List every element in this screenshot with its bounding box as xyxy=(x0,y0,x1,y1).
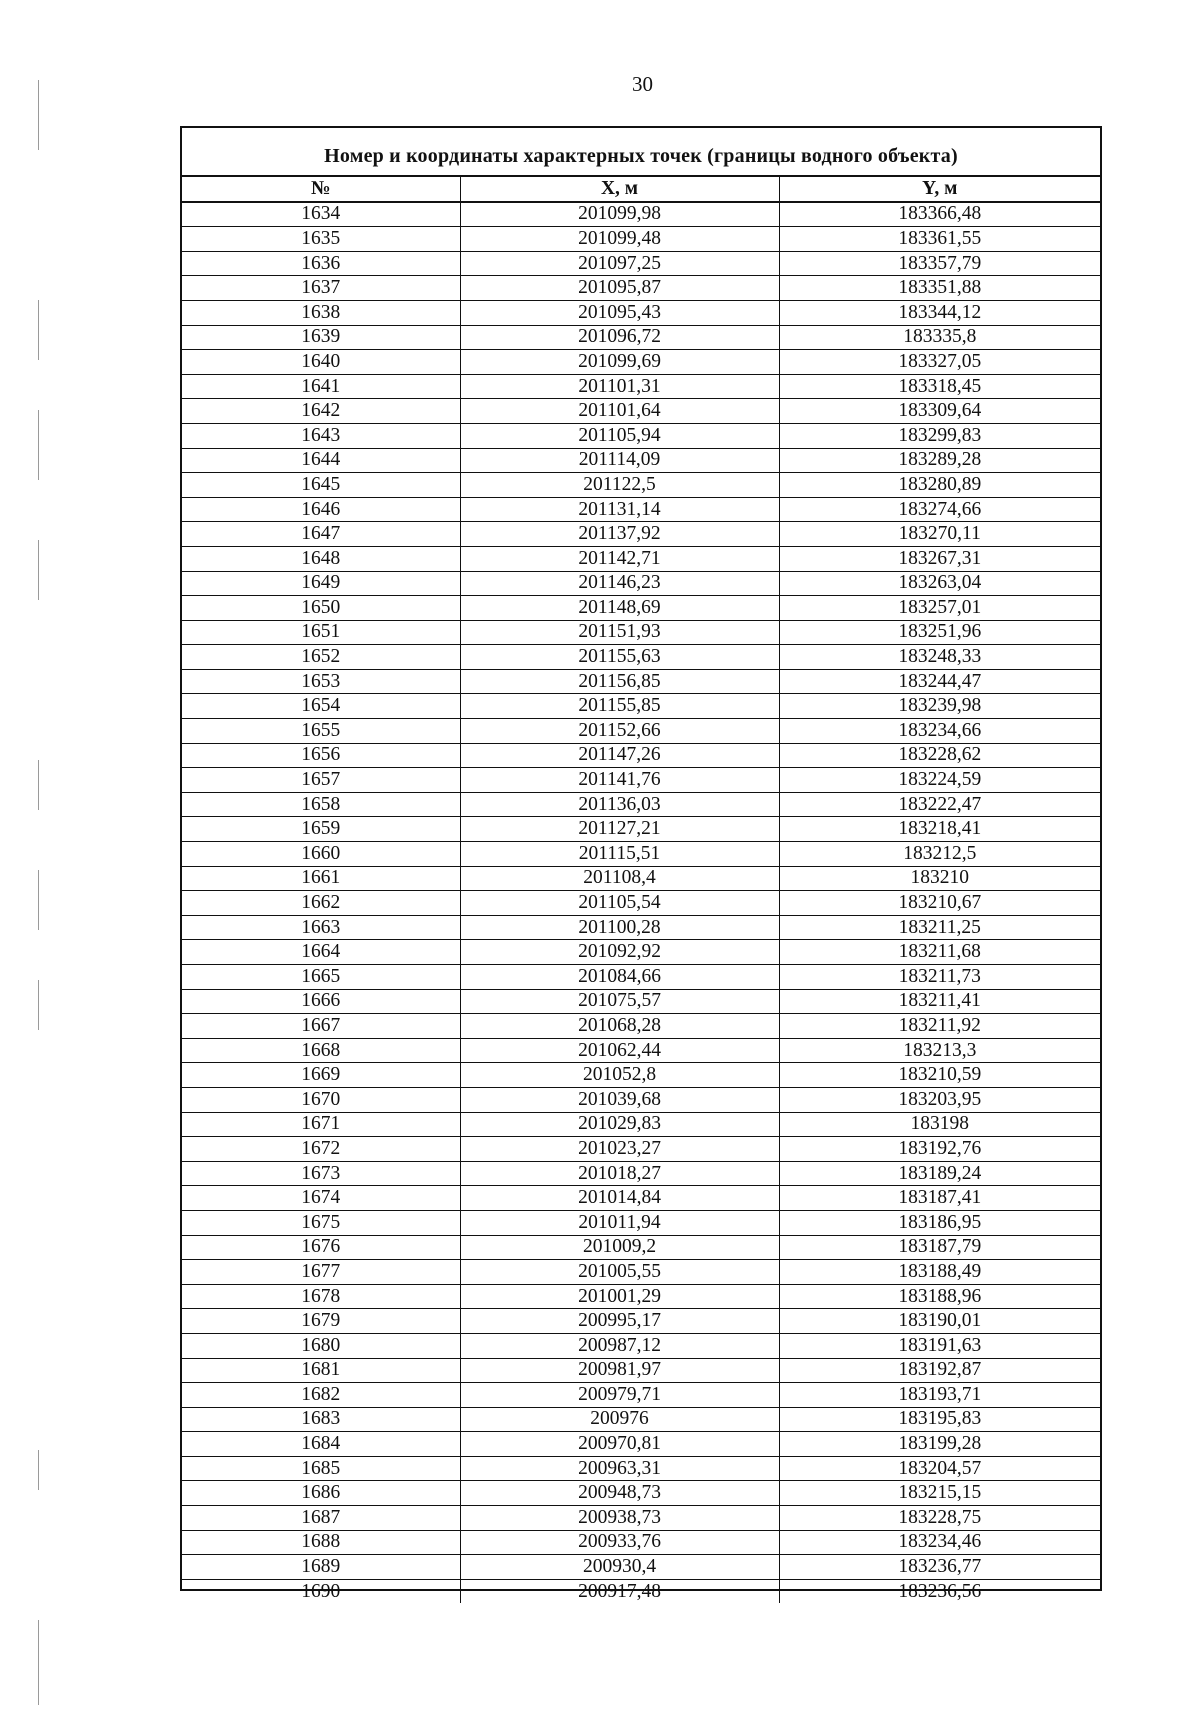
cell-point-number: 1650 xyxy=(182,596,460,621)
cell-point-number: 1647 xyxy=(182,522,460,547)
cell-y-coordinate: 183211,68 xyxy=(779,940,1100,965)
cell-x-coordinate: 201105,54 xyxy=(460,891,779,916)
cell-point-number: 1665 xyxy=(182,965,460,990)
table-row xyxy=(182,448,1100,473)
cell-y-coordinate: 183211,41 xyxy=(779,989,1100,1014)
table-row xyxy=(182,227,1100,252)
table-row xyxy=(182,276,1100,301)
cell-point-number: 1640 xyxy=(182,350,460,375)
cell-y-coordinate: 183234,46 xyxy=(779,1530,1100,1555)
cell-y-coordinate: 183215,15 xyxy=(779,1481,1100,1506)
cell-y-coordinate: 183351,88 xyxy=(779,276,1100,301)
cell-y-coordinate: 183327,05 xyxy=(779,350,1100,375)
cell-x-coordinate: 201152,66 xyxy=(460,719,779,744)
table-body xyxy=(182,202,1100,1604)
table-row xyxy=(182,1161,1100,1186)
cell-x-coordinate: 200979,71 xyxy=(460,1383,779,1408)
table-row xyxy=(182,669,1100,694)
cell-y-coordinate: 183192,76 xyxy=(779,1137,1100,1162)
scan-line xyxy=(38,870,39,930)
cell-x-coordinate: 201141,76 xyxy=(460,768,779,793)
cell-y-coordinate: 183289,28 xyxy=(779,448,1100,473)
cell-y-coordinate: 183210,67 xyxy=(779,891,1100,916)
cell-point-number: 1645 xyxy=(182,473,460,498)
cell-x-coordinate: 201029,83 xyxy=(460,1112,779,1137)
table-row xyxy=(182,1481,1100,1506)
cell-y-coordinate: 183236,77 xyxy=(779,1555,1100,1580)
scan-line xyxy=(38,1450,39,1490)
cell-point-number: 1654 xyxy=(182,694,460,719)
cell-x-coordinate: 201084,66 xyxy=(460,965,779,990)
cell-x-coordinate: 201099,98 xyxy=(460,202,779,227)
table-row xyxy=(182,571,1100,596)
cell-point-number: 1684 xyxy=(182,1432,460,1457)
cell-y-coordinate: 183203,95 xyxy=(779,1087,1100,1112)
table-row xyxy=(182,1210,1100,1235)
cell-y-coordinate: 183236,56 xyxy=(779,1579,1100,1603)
table-row xyxy=(182,940,1100,965)
cell-point-number: 1658 xyxy=(182,792,460,817)
cell-point-number: 1670 xyxy=(182,1087,460,1112)
column-header-y: Y, м xyxy=(779,177,1100,202)
cell-y-coordinate: 183344,12 xyxy=(779,300,1100,325)
cell-x-coordinate: 201095,87 xyxy=(460,276,779,301)
table-row xyxy=(182,1432,1100,1457)
cell-y-coordinate: 183204,57 xyxy=(779,1456,1100,1481)
table-row xyxy=(182,325,1100,350)
cell-x-coordinate: 200995,17 xyxy=(460,1309,779,1334)
table-title: Номер и координаты характерных точек (границы водного объекта) xyxy=(182,128,1100,177)
cell-x-coordinate: 201075,57 xyxy=(460,989,779,1014)
cell-x-coordinate: 201011,94 xyxy=(460,1210,779,1235)
cell-point-number: 1635 xyxy=(182,227,460,252)
cell-point-number: 1681 xyxy=(182,1358,460,1383)
table-row xyxy=(182,1506,1100,1531)
table-row xyxy=(182,1112,1100,1137)
cell-x-coordinate: 201156,85 xyxy=(460,669,779,694)
cell-y-coordinate: 183192,87 xyxy=(779,1358,1100,1383)
cell-y-coordinate: 183188,96 xyxy=(779,1284,1100,1309)
table-row xyxy=(182,866,1100,891)
table-row xyxy=(182,1186,1100,1211)
cell-x-coordinate: 200933,76 xyxy=(460,1530,779,1555)
cell-point-number: 1638 xyxy=(182,300,460,325)
cell-point-number: 1634 xyxy=(182,202,460,227)
cell-x-coordinate: 200970,81 xyxy=(460,1432,779,1457)
header-row xyxy=(182,177,1100,202)
cell-x-coordinate: 201155,85 xyxy=(460,694,779,719)
cell-y-coordinate: 183211,73 xyxy=(779,965,1100,990)
scan-line xyxy=(38,410,39,480)
cell-x-coordinate: 201101,64 xyxy=(460,399,779,424)
cell-x-coordinate: 200948,73 xyxy=(460,1481,779,1506)
cell-point-number: 1644 xyxy=(182,448,460,473)
cell-x-coordinate: 200917,48 xyxy=(460,1579,779,1603)
table-row xyxy=(182,817,1100,842)
cell-point-number: 1649 xyxy=(182,571,460,596)
table-row xyxy=(182,1235,1100,1260)
cell-y-coordinate: 183191,63 xyxy=(779,1333,1100,1358)
cell-y-coordinate: 183228,62 xyxy=(779,743,1100,768)
cell-y-coordinate: 183187,79 xyxy=(779,1235,1100,1260)
table-row xyxy=(182,1579,1100,1603)
cell-x-coordinate: 201131,14 xyxy=(460,497,779,522)
cell-y-coordinate: 183267,31 xyxy=(779,546,1100,571)
cell-x-coordinate: 201115,51 xyxy=(460,842,779,867)
table-row xyxy=(182,694,1100,719)
cell-point-number: 1641 xyxy=(182,374,460,399)
cell-y-coordinate: 183263,04 xyxy=(779,571,1100,596)
table-row xyxy=(182,743,1100,768)
cell-x-coordinate: 201127,21 xyxy=(460,817,779,842)
cell-y-coordinate: 183187,41 xyxy=(779,1186,1100,1211)
cell-point-number: 1671 xyxy=(182,1112,460,1137)
cell-x-coordinate: 201014,84 xyxy=(460,1186,779,1211)
table-row xyxy=(182,1456,1100,1481)
cell-point-number: 1677 xyxy=(182,1260,460,1285)
cell-point-number: 1666 xyxy=(182,989,460,1014)
cell-point-number: 1669 xyxy=(182,1063,460,1088)
cell-point-number: 1675 xyxy=(182,1210,460,1235)
cell-x-coordinate: 201142,71 xyxy=(460,546,779,571)
cell-x-coordinate: 201114,09 xyxy=(460,448,779,473)
cell-point-number: 1689 xyxy=(182,1555,460,1580)
cell-y-coordinate: 183357,79 xyxy=(779,251,1100,276)
table-row xyxy=(182,1260,1100,1285)
cell-point-number: 1636 xyxy=(182,251,460,276)
page-number: 30 xyxy=(632,72,653,96)
cell-x-coordinate: 201148,69 xyxy=(460,596,779,621)
cell-x-coordinate: 200930,4 xyxy=(460,1555,779,1580)
cell-y-coordinate: 183199,28 xyxy=(779,1432,1100,1457)
cell-point-number: 1656 xyxy=(182,743,460,768)
cell-x-coordinate: 201052,8 xyxy=(460,1063,779,1088)
cell-y-coordinate: 183212,5 xyxy=(779,842,1100,867)
table-row xyxy=(182,1087,1100,1112)
table-row xyxy=(182,915,1100,940)
table-row xyxy=(182,399,1100,424)
cell-point-number: 1674 xyxy=(182,1186,460,1211)
cell-point-number: 1668 xyxy=(182,1038,460,1063)
coordinates-grid xyxy=(182,177,1100,1603)
table-row xyxy=(182,202,1100,227)
cell-x-coordinate: 201155,63 xyxy=(460,645,779,670)
table-row xyxy=(182,473,1100,498)
cell-x-coordinate: 200938,73 xyxy=(460,1506,779,1531)
cell-point-number: 1676 xyxy=(182,1235,460,1260)
cell-point-number: 1661 xyxy=(182,866,460,891)
cell-point-number: 1646 xyxy=(182,497,460,522)
table-row xyxy=(182,374,1100,399)
cell-y-coordinate: 183195,83 xyxy=(779,1407,1100,1432)
table-row xyxy=(182,842,1100,867)
scan-line xyxy=(38,1620,39,1705)
cell-point-number: 1642 xyxy=(182,399,460,424)
cell-x-coordinate: 201122,5 xyxy=(460,473,779,498)
table-row xyxy=(182,719,1100,744)
cell-x-coordinate: 201018,27 xyxy=(460,1161,779,1186)
cell-x-coordinate: 201108,4 xyxy=(460,866,779,891)
cell-y-coordinate: 183335,8 xyxy=(779,325,1100,350)
cell-y-coordinate: 183309,64 xyxy=(779,399,1100,424)
scan-line xyxy=(38,980,39,1030)
cell-y-coordinate: 183366,48 xyxy=(779,202,1100,227)
cell-y-coordinate: 183361,55 xyxy=(779,227,1100,252)
cell-x-coordinate: 201146,23 xyxy=(460,571,779,596)
cell-y-coordinate: 183244,47 xyxy=(779,669,1100,694)
cell-point-number: 1653 xyxy=(182,669,460,694)
cell-y-coordinate: 183211,92 xyxy=(779,1014,1100,1039)
coordinates-table xyxy=(180,126,1102,1602)
table-row xyxy=(182,620,1100,645)
cell-point-number: 1662 xyxy=(182,891,460,916)
cell-y-coordinate: 183188,49 xyxy=(779,1260,1100,1285)
cell-y-coordinate: 183186,95 xyxy=(779,1210,1100,1235)
cell-point-number: 1672 xyxy=(182,1137,460,1162)
table-row xyxy=(182,965,1100,990)
cell-point-number: 1667 xyxy=(182,1014,460,1039)
table-header xyxy=(182,177,1100,202)
cell-y-coordinate: 183222,47 xyxy=(779,792,1100,817)
cell-point-number: 1680 xyxy=(182,1333,460,1358)
cell-x-coordinate: 201137,92 xyxy=(460,522,779,547)
cell-x-coordinate: 200963,31 xyxy=(460,1456,779,1481)
table-row xyxy=(182,1137,1100,1162)
cell-x-coordinate: 201099,48 xyxy=(460,227,779,252)
cell-x-coordinate: 201099,69 xyxy=(460,350,779,375)
cell-point-number: 1637 xyxy=(182,276,460,301)
table-row xyxy=(182,497,1100,522)
table-row xyxy=(182,423,1100,448)
cell-point-number: 1683 xyxy=(182,1407,460,1432)
cell-x-coordinate: 201068,28 xyxy=(460,1014,779,1039)
cell-y-coordinate: 183270,11 xyxy=(779,522,1100,547)
table-row xyxy=(182,1284,1100,1309)
column-header-x: X, м xyxy=(460,177,779,202)
table-row xyxy=(182,300,1100,325)
cell-point-number: 1639 xyxy=(182,325,460,350)
cell-x-coordinate: 201039,68 xyxy=(460,1087,779,1112)
table-row xyxy=(182,645,1100,670)
cell-x-coordinate: 201009,2 xyxy=(460,1235,779,1260)
cell-y-coordinate: 183213,3 xyxy=(779,1038,1100,1063)
table-row xyxy=(182,546,1100,571)
table-row xyxy=(182,522,1100,547)
cell-y-coordinate: 183193,71 xyxy=(779,1383,1100,1408)
cell-y-coordinate: 183251,96 xyxy=(779,620,1100,645)
cell-y-coordinate: 183218,41 xyxy=(779,817,1100,842)
cell-x-coordinate: 201100,28 xyxy=(460,915,779,940)
cell-y-coordinate: 183189,24 xyxy=(779,1161,1100,1186)
cell-y-coordinate: 183248,33 xyxy=(779,645,1100,670)
cell-point-number: 1678 xyxy=(182,1284,460,1309)
cell-point-number: 1687 xyxy=(182,1506,460,1531)
cell-point-number: 1660 xyxy=(182,842,460,867)
cell-y-coordinate: 183210,59 xyxy=(779,1063,1100,1088)
table-row xyxy=(182,1014,1100,1039)
cell-x-coordinate: 201151,93 xyxy=(460,620,779,645)
scan-line xyxy=(38,760,39,810)
cell-point-number: 1663 xyxy=(182,915,460,940)
scan-line xyxy=(38,540,39,600)
table-row xyxy=(182,989,1100,1014)
table-row xyxy=(182,1383,1100,1408)
cell-x-coordinate: 201062,44 xyxy=(460,1038,779,1063)
scan-line xyxy=(38,300,39,360)
table-row xyxy=(182,1530,1100,1555)
cell-point-number: 1655 xyxy=(182,719,460,744)
cell-x-coordinate: 201001,29 xyxy=(460,1284,779,1309)
cell-y-coordinate: 183210 xyxy=(779,866,1100,891)
cell-y-coordinate: 183239,98 xyxy=(779,694,1100,719)
cell-point-number: 1648 xyxy=(182,546,460,571)
table-row xyxy=(182,596,1100,621)
cell-y-coordinate: 183274,66 xyxy=(779,497,1100,522)
cell-point-number: 1651 xyxy=(182,620,460,645)
cell-y-coordinate: 183318,45 xyxy=(779,374,1100,399)
table-row xyxy=(182,891,1100,916)
cell-point-number: 1679 xyxy=(182,1309,460,1334)
cell-y-coordinate: 183198 xyxy=(779,1112,1100,1137)
table-row xyxy=(182,1407,1100,1432)
cell-point-number: 1673 xyxy=(182,1161,460,1186)
cell-x-coordinate: 201101,31 xyxy=(460,374,779,399)
cell-y-coordinate: 183299,83 xyxy=(779,423,1100,448)
cell-point-number: 1682 xyxy=(182,1383,460,1408)
cell-x-coordinate: 201092,92 xyxy=(460,940,779,965)
cell-y-coordinate: 183211,25 xyxy=(779,915,1100,940)
cell-x-coordinate: 200976 xyxy=(460,1407,779,1432)
table-row xyxy=(182,768,1100,793)
table-row xyxy=(182,1309,1100,1334)
cell-x-coordinate: 201147,26 xyxy=(460,743,779,768)
cell-y-coordinate: 183257,01 xyxy=(779,596,1100,621)
cell-point-number: 1686 xyxy=(182,1481,460,1506)
cell-point-number: 1688 xyxy=(182,1530,460,1555)
cell-y-coordinate: 183280,89 xyxy=(779,473,1100,498)
cell-x-coordinate: 201136,03 xyxy=(460,792,779,817)
cell-point-number: 1690 xyxy=(182,1579,460,1603)
cell-x-coordinate: 201096,72 xyxy=(460,325,779,350)
column-header-number: № xyxy=(182,177,460,202)
cell-x-coordinate: 201023,27 xyxy=(460,1137,779,1162)
cell-x-coordinate: 201095,43 xyxy=(460,300,779,325)
cell-point-number: 1685 xyxy=(182,1456,460,1481)
table-row xyxy=(182,350,1100,375)
table-row xyxy=(182,251,1100,276)
table-row xyxy=(182,1038,1100,1063)
cell-point-number: 1659 xyxy=(182,817,460,842)
cell-point-number: 1643 xyxy=(182,423,460,448)
cell-point-number: 1652 xyxy=(182,645,460,670)
table-row xyxy=(182,1358,1100,1383)
table-row xyxy=(182,1555,1100,1580)
cell-point-number: 1657 xyxy=(182,768,460,793)
cell-y-coordinate: 183190,01 xyxy=(779,1309,1100,1334)
cell-y-coordinate: 183224,59 xyxy=(779,768,1100,793)
cell-x-coordinate: 201105,94 xyxy=(460,423,779,448)
cell-x-coordinate: 201097,25 xyxy=(460,251,779,276)
cell-y-coordinate: 183228,75 xyxy=(779,1506,1100,1531)
cell-x-coordinate: 200981,97 xyxy=(460,1358,779,1383)
cell-x-coordinate: 201005,55 xyxy=(460,1260,779,1285)
table-row xyxy=(182,1333,1100,1358)
table-row xyxy=(182,1063,1100,1088)
cell-y-coordinate: 183234,66 xyxy=(779,719,1100,744)
cell-point-number: 1664 xyxy=(182,940,460,965)
table-row xyxy=(182,792,1100,817)
cell-x-coordinate: 200987,12 xyxy=(460,1333,779,1358)
